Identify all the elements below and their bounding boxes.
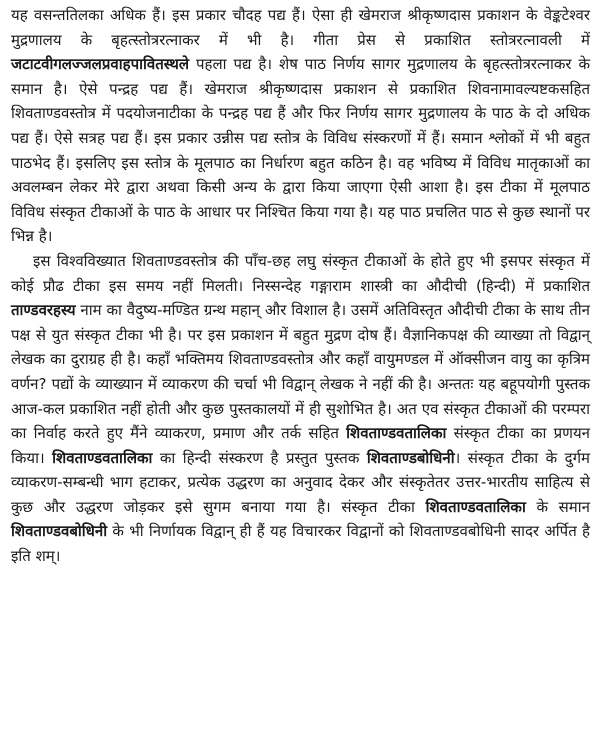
paragraph-2 <box>11 249 590 569</box>
bold-term: जटाटवीगलज्जलप्रवाहपावितस्थले <box>11 55 190 74</box>
text-run: के समान <box>525 497 590 516</box>
bold-term: शिवताण्डवतालिका <box>346 424 447 443</box>
text-run: । संस्कृत टीका के दुर्गम व्याकरण-सम्बन्धी भाग हटाकर, प्रत्येक उद्धरण का अनुवाद देकर और संस्कृतेतर उत्तर-भारतीय साहित्य से कुछ और उद्धरण जोड़कर इसे सुगम बनाया गया है। संस्कृत टीका <box>11 448 590 516</box>
bold-term: शिवताण्डवतालिका <box>425 497 526 516</box>
text-run: संस्कृत टीका का प्रणयन किया। <box>11 424 590 467</box>
text-run: पहला पद्य है। शेष पाठ निर्णय सागर मुद्रणालय के बृहत्स्तोत्ररत्नाकर के समान है। ऐसे पन्द्रह पद्य हैं। खेमराज श्रीकृष्णदास प्रकाशन से प्रकाशित शिवनामावल्यष्टकसहित शिवताण्डवस्तोत्र में पदयोजनाटीका के पन्द्रह पद्य हैं और फिर निर्णय सागर मुद्रणालय के पाठ के दो अधिक पद्य हैं। ऐसे सत्रह पद्य हैं। इस प्रकार उन्नीस पद्य स्तोत्र के विविध संस्करणों में हैं। समान श्लोकों में भी बहुत पाठभेद हैं। इसलिए इस स्तोत्र के मूलपाठ का निर्धारण बहुत कठिन है। वह भविष्य में विविध मातृकाओं का अवलम्बन लेकर मेरे द्वारा अथवा किसी अन्य के द्वारा किया जाएगा ऐसी आशा है। इस टीका में मूलपाठ विविध संस्कृत टीकाओं के पाठ के आधार पर निश्चित किया गया है। यह पाठ प्रचलित पाठ से कुछ स्थानों पर भिन्न है। <box>11 55 590 246</box>
bold-term: शिवताण्डबोधिनी <box>366 448 455 467</box>
text-run: यह वसन्ततिलका अधिक हैं। इस प्रकार चौदह पद्य हैं। ऐसा ही खेमराज श्रीकृष्णदास प्रकाशन के वेङ्कटेश्वर मुद्रणालय के बृहत्स्तोत्ररत्नाकर में भी है। गीता प्रेस से प्रकाशित स्तोत्ररत्नावली में <box>11 6 590 49</box>
bold-term: शिवताण्डवतालिका <box>52 448 153 467</box>
text-run: के भी निर्णायक विद्वान् ही हैं यह विचारकर विद्वानों को शिवताण्डवबोधिनी सादर अर्पित है इति शम्। <box>11 522 590 566</box>
text-run: का हिन्दी संस्करण है प्रस्तुत पुस्तक <box>152 448 367 467</box>
text-run: इस विश्वविख्यात शिवताण्डवस्तोत्र की पाँच-छह लघु संस्कृत टीकाओं के होते हुए भी इसपर संस्कृत में कोई प्रौढ टीका इस समय नहीं मिलती। निस्सन्देह गङ्गाराम शास्त्री का औदीची (हिन्दी) में प्रकाशित <box>11 251 590 295</box>
bold-term: ताण्डवरहस्य <box>11 301 76 320</box>
paragraph-1 <box>11 3 590 249</box>
bold-term: शिवताण्डवबोधिनी <box>11 522 108 541</box>
text-run: नाम का वैदुष्य-मण्डित ग्रन्थ महान् और विशाल है। उसमें अतिविस्तृत औदीची टीका के साथ तीन पक्ष से युत संस्कृत टीका भी है। पर इस प्रकाशन में बहुत मुद्रण दोष हैं। वैज्ञानिकपक्ष की व्याख्या तो विद्वान् लेखक का दुराग्रह ही है। कहाँ भक्तिमय शिवताण्डवस्तोत्र और कहाँ वायुमण्डल में ऑक्सीजन वायु का कृत्रिम वर्णन? पद्यों के व्याख्यान में व्याकरण की चर्चा भी विद्वान् लेखक ने नहीं की है। अन्ततः यह बहूपयोगी पुस्तक आज-कल प्रकाशित नहीं होती और कुछ पुस्तकालयों में ही सुशोभित है। अत एव संस्कृत टीकाओं की परम्परा का निर्वाह करते हुए मैंने व्याकरण, प्रमाण और तर्क सहित <box>11 301 590 443</box>
